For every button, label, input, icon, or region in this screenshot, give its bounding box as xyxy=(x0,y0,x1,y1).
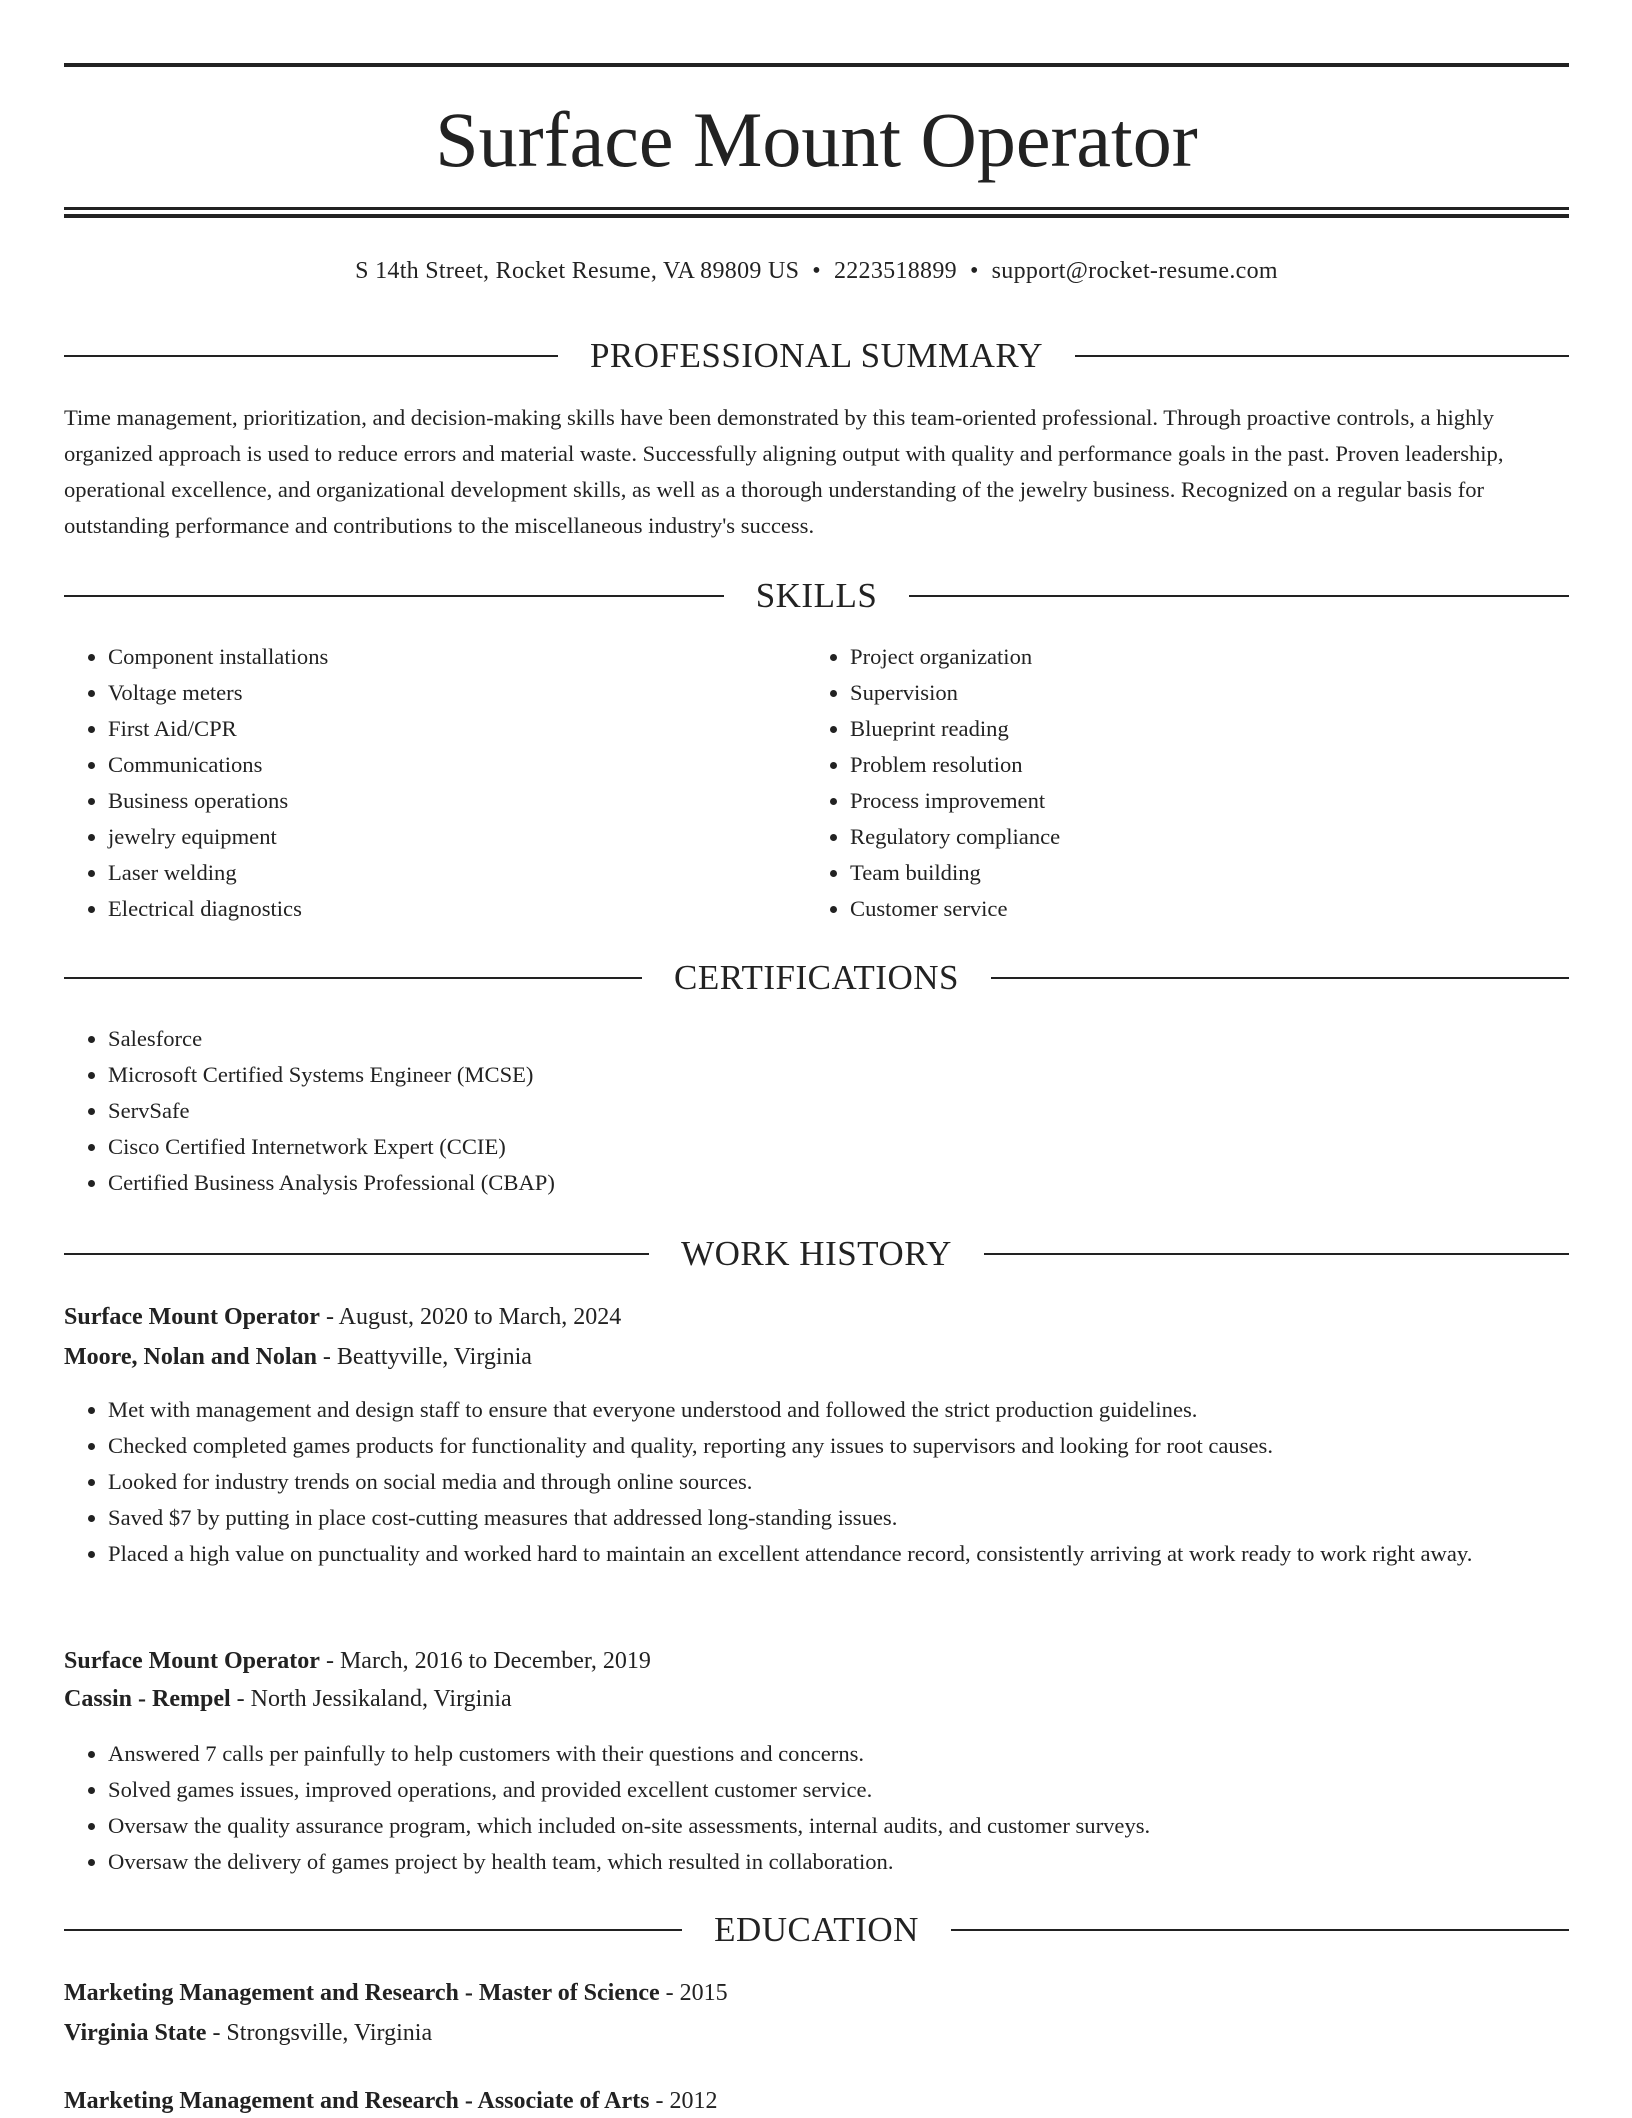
section-title: SKILLS xyxy=(755,576,878,615)
section-title: CERTIFICATIONS xyxy=(674,958,959,997)
skill-item: • jewelry equipment xyxy=(108,819,808,855)
skill-item: • Electrical diagnostics xyxy=(108,891,808,927)
heading-rule xyxy=(64,1253,649,1255)
summary-text: Time management, prioritization, and decision-making skills have been demonstrated by this team-oriented professional. Through proactive controls, a highly organized approach is used to reduce errors and material waste. Successfully aligning output with quality and performance goals in the past. Proven leadership, operational excellence, and organizational development skills, as well as a thorough understanding of the jewelry business. Recognized on a regular basis for outstanding performance and contributions to the miscellaneous industry's success. xyxy=(64,405,1504,538)
contact-email: support@rocket-resume.com xyxy=(991,258,1278,284)
job-title-line xyxy=(64,1644,1569,1678)
contact-separator: • xyxy=(969,258,979,284)
certification-item: • ServSafe xyxy=(108,1093,1508,1129)
job-dates: - August, 2020 to March, 2024 xyxy=(319,1304,622,1330)
skills-list-right xyxy=(806,639,1550,927)
education-degree: Marketing Management and Research - Associate of Arts xyxy=(64,2088,650,2114)
skill-item: • Blueprint reading xyxy=(850,711,1550,747)
job-dates: - March, 2016 to December, 2019 xyxy=(319,1648,651,1674)
skill-item: • Component installations xyxy=(108,639,808,675)
skill-item: • Customer service xyxy=(850,891,1550,927)
certifications-list xyxy=(64,1021,1508,1201)
education-degree: Marketing Management and Research - Master of Science xyxy=(64,1980,660,2006)
skill-item: • First Aid/CPR xyxy=(108,711,808,747)
job-bullet: • Checked completed games products for functionality and quality, reporting any issues to supervisors and looking for root causes. xyxy=(108,1428,1613,1464)
job-bullet: • Looked for industry trends on social media and through online sources. xyxy=(108,1464,1613,1500)
heading-rule xyxy=(64,595,724,597)
contact-separator: • xyxy=(812,258,821,284)
job-company-line xyxy=(64,1340,1569,1374)
skills-heading xyxy=(64,574,1569,618)
title-double-rule xyxy=(64,207,1569,218)
skill-item: • Laser welding xyxy=(108,855,808,891)
heading-rule xyxy=(984,1253,1569,1255)
skill-item: • Business operations xyxy=(108,783,808,819)
job-company: Moore, Nolan and Nolan xyxy=(64,1344,317,1370)
contact-address: S 14th Street, Rocket Resume, VA 89809 US xyxy=(355,258,800,284)
certification-item: • Certified Business Analysis Professional (CBAP) xyxy=(108,1165,1508,1201)
contact-phone: 2223518899 xyxy=(833,258,957,284)
skill-item: • Problem resolution xyxy=(850,747,1550,783)
skill-item: • Project organization xyxy=(850,639,1550,675)
education-degree-line xyxy=(64,1976,1569,2010)
job-location: - North Jessikaland, Virginia xyxy=(230,1686,512,1712)
job-bullet: • Oversaw the quality assurance program, which included on-site assessments, internal audits, and customer surveys. xyxy=(108,1808,1613,1844)
certification-item: • Microsoft Certified Systems Engineer (MCSE) xyxy=(108,1057,1508,1093)
certifications-heading xyxy=(64,956,1569,1000)
job-bullet: • Met with management and design staff to ensure that everyone understood and followed the strict production guidelines. xyxy=(108,1392,1613,1428)
work-heading xyxy=(64,1232,1569,1276)
section-title: PROFESSIONAL SUMMARY xyxy=(589,336,1044,375)
skill-item: • Supervision xyxy=(850,675,1550,711)
heading-rule xyxy=(64,355,558,357)
section-title: EDUCATION xyxy=(714,1910,919,1949)
job-bullet: • Answered 7 calls per painfully to help customers with their questions and concerns. xyxy=(108,1736,1613,1772)
education-year: - 2015 xyxy=(659,1980,728,2006)
summary-heading xyxy=(64,334,1569,378)
heading-rule xyxy=(909,595,1569,597)
education-year: - 2012 xyxy=(649,2088,718,2114)
skill-item: • Voltage meters xyxy=(108,675,808,711)
skills-list-left xyxy=(64,639,808,927)
job-location: - Beattyville, Virginia xyxy=(316,1344,532,1370)
job-bullet: • Saved $7 by putting in place cost-cutting measures that addressed long-standing issues. xyxy=(108,1500,1613,1536)
heading-rule xyxy=(64,977,642,979)
job-title-line xyxy=(64,1300,1569,1334)
resume-title: Surface Mount Operator xyxy=(435,96,1198,183)
job-bullets xyxy=(64,1736,1613,1880)
skill-item: • Communications xyxy=(108,747,808,783)
job-company-line xyxy=(64,1682,1569,1716)
skill-item: • Process improvement xyxy=(850,783,1550,819)
job-bullet: • Solved games issues, improved operations, and provided excellent customer service. xyxy=(108,1772,1613,1808)
education-location: - Strongsville, Virginia xyxy=(206,2020,433,2046)
job-company: Cassin - Rempel xyxy=(64,1686,231,1712)
heading-rule xyxy=(951,1929,1569,1931)
section-title: WORK HISTORY xyxy=(681,1234,952,1273)
certification-item: • Salesforce xyxy=(108,1021,1508,1057)
top-rule xyxy=(64,63,1569,67)
job-title: Surface Mount Operator xyxy=(64,1648,320,1674)
skill-item: • Regulatory compliance xyxy=(850,819,1550,855)
education-school-line xyxy=(64,2016,1569,2050)
education-school: Virginia State xyxy=(64,2020,207,2046)
certification-item: • Cisco Certified Internetwork Expert (CCIE) xyxy=(108,1129,1508,1165)
heading-rule xyxy=(64,1929,682,1931)
job-bullet: • Placed a high value on punctuality and worked hard to maintain an excellent attendance record, consistently arriving at work ready to work right away. xyxy=(108,1536,1613,1572)
job-bullet: • Oversaw the delivery of games project by health team, which resulted in collaboration. xyxy=(108,1844,1613,1880)
contact-line xyxy=(64,254,1569,288)
education-heading xyxy=(64,1908,1569,1952)
heading-rule xyxy=(1075,355,1569,357)
education-degree-line xyxy=(64,2084,1569,2118)
job-title: Surface Mount Operator xyxy=(64,1304,320,1330)
heading-rule xyxy=(991,977,1569,979)
job-bullets xyxy=(64,1392,1613,1572)
skill-item: • Team building xyxy=(850,855,1550,891)
